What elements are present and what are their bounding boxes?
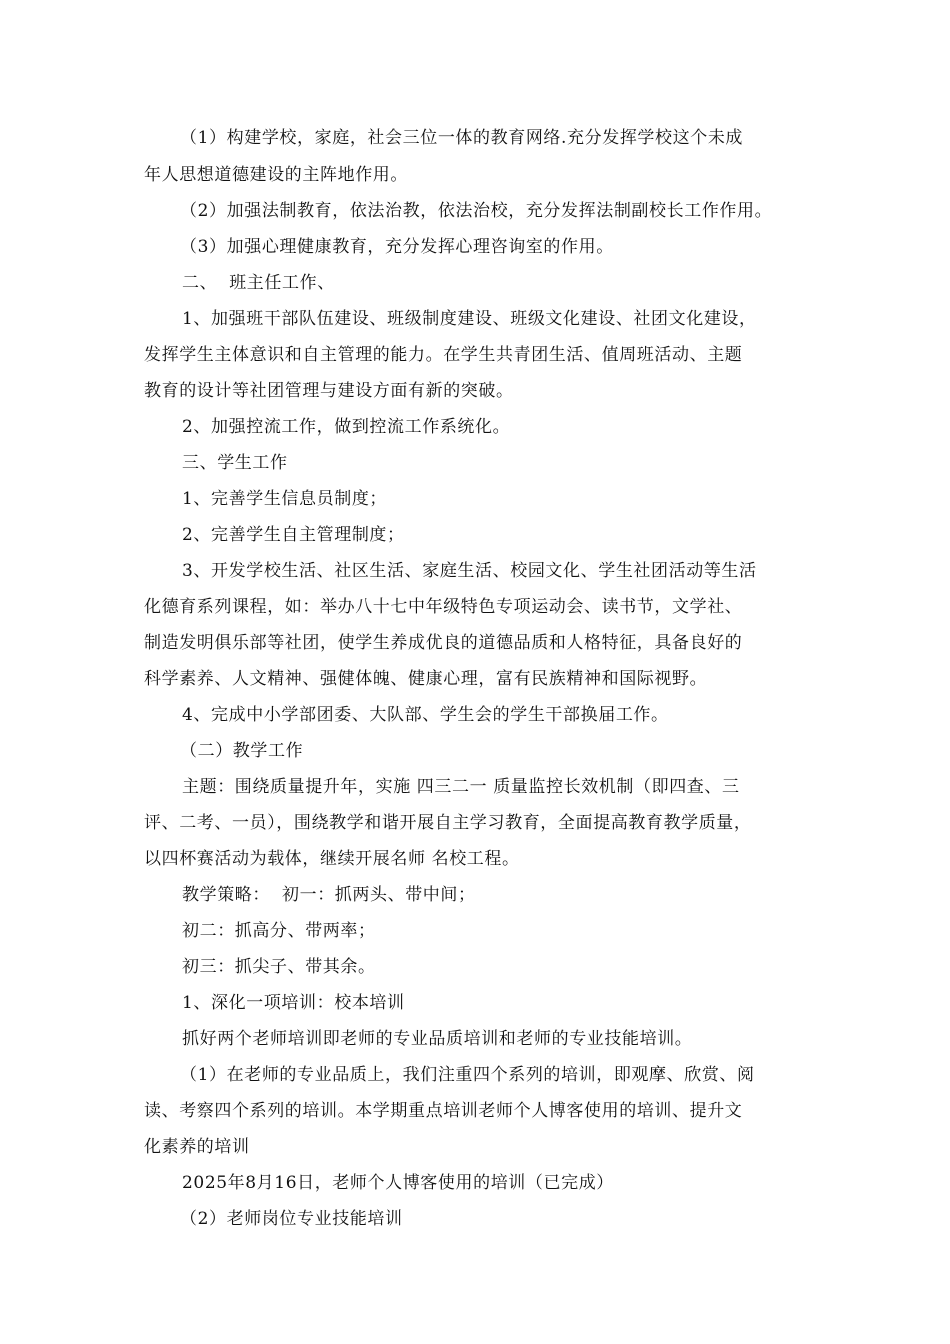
text-line: 化德育系列课程，如：举办八十七中年级特色专项运动会、读书节，文学社、 <box>144 597 743 617</box>
text-line: 2、加强控流工作，做到控流工作系统化。 <box>182 417 511 437</box>
text-line: 年人思想道德建设的主阵地作用。 <box>144 165 408 185</box>
text-line: 初二：抓高分、带两率； <box>182 921 376 941</box>
section-heading: 三、学生工作 <box>182 453 288 473</box>
text-line: 1、加强班干部队伍建设、班级制度建设、班级文化建设、社团文化建设， <box>182 309 757 329</box>
text-line: 2、完善学生自主管理制度； <box>182 525 405 545</box>
text-line: 发挥学生主体意识和自主管理的能力。在学生共青团生活、值周班活动、主题 <box>144 345 743 365</box>
text-line: 抓好两个老师培训即老师的专业品质培训和老师的专业技能培训。 <box>182 1029 693 1049</box>
text-line: 4、完成中小学部团委、大队部、学生会的学生干部换届工作。 <box>182 705 669 725</box>
text-line: 初三：抓尖子、带其余。 <box>182 957 376 977</box>
text-line: （3）加强心理健康教育，充分发挥心理咨询室的作用。 <box>180 237 614 257</box>
text-line: 以四杯赛活动为载体，继续开展名师 名校工程。 <box>144 849 520 869</box>
text-line: 教学策略： 初一：抓两头、带中间； <box>182 885 476 905</box>
text-line: （2）加强法制教育，依法治教，依法治校，充分发挥法制副校长工作作用。 <box>180 201 773 221</box>
text-line: 主题：围绕质量提升年，实施 四三二一 质量监控长效机制（即四查、三 <box>182 777 740 797</box>
text-line: （1）构建学校，家庭，社会三位一体的教育网络.充分发挥学校这个未成 <box>180 128 744 148</box>
section-heading: 二、 班主任工作、 <box>182 273 335 293</box>
text-line: （1）在老师的专业品质上，我们注重四个系列的培训，即观摩、欣赏、阅 <box>180 1065 755 1085</box>
text-line: 读、考察四个系列的培训。本学期重点培训老师个人博客使用的培训、提升文 <box>144 1101 743 1121</box>
text-line: 科学素养、人文精神、强健体魄、健康心理，富有民族精神和国际视野。 <box>144 669 708 689</box>
text-line: 2025年8月16日，老师个人博客使用的培训（已完成） <box>182 1173 614 1193</box>
text-line: 1、完善学生信息员制度； <box>182 489 388 509</box>
text-line: （2）老师岗位专业技能培训 <box>180 1209 403 1229</box>
section-heading: （二）教学工作 <box>180 741 304 761</box>
text-line: 教育的设计等社团管理与建设方面有新的突破。 <box>144 381 514 401</box>
text-line: 3、开发学校生活、社区生活、家庭生活、校园文化、学生社团活动等生活 <box>182 561 757 581</box>
text-line: 制造发明俱乐部等社团，使学生养成优良的道德品质和人格特征，具备良好的 <box>144 633 743 653</box>
text-line: 1、深化一项培训：校本培训 <box>182 993 405 1013</box>
text-line: 化素养的培训 <box>144 1137 250 1157</box>
text-line: 评、二考、一员），围绕教学和谐开展自主学习教育，全面提高教育教学质量， <box>144 813 752 833</box>
